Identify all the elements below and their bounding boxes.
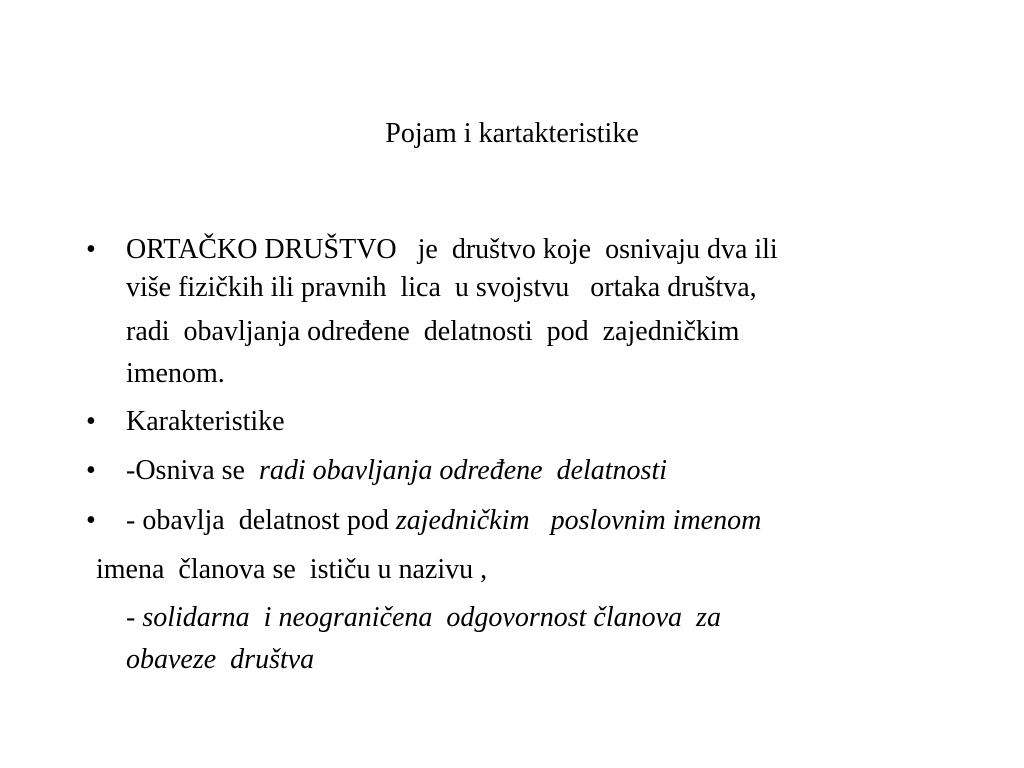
characteristics-heading: Karakteristike: [126, 406, 285, 437]
definition-line-3: radi obavljanja određene delatnosti pod zajedničkim: [126, 316, 740, 347]
liability-line-2: obaveze društva: [126, 644, 315, 675]
business-name-line: [126, 501, 761, 541]
bullet-marker: •: [86, 455, 96, 486]
slide-title: Pojam i kartakteristike: [385, 118, 639, 149]
definition-line-2: više fizičkih ili pravnih lica u svojstvu ortaka društva,: [126, 272, 757, 303]
business-name-italic: zajedničkim poslovnim imenom: [395, 505, 762, 536]
business-name-plain: - obavlja delatnost pod: [126, 505, 396, 536]
liability-line-1: [126, 598, 721, 638]
founding-purpose-plain: -Osniva se: [126, 455, 259, 486]
founding-purpose-line: [126, 451, 667, 491]
definition-line-1: ORTAČKO DRUŠTVO je društvo koje osnivaju dva ili: [126, 234, 778, 265]
liability-italic-1: solidarna i neograničena odgovornost članova za: [142, 602, 721, 633]
liability-dash: -: [126, 602, 143, 633]
member-names-line: imena članova se ističu u nazivu ,: [96, 554, 488, 585]
bullet-marker: •: [86, 406, 96, 437]
founding-purpose-italic: radi obavljanja određene delatnosti: [258, 455, 668, 486]
bullet-marker: •: [86, 505, 96, 536]
definition-line-4: imenom.: [126, 358, 225, 389]
bullet-marker: •: [86, 234, 96, 265]
